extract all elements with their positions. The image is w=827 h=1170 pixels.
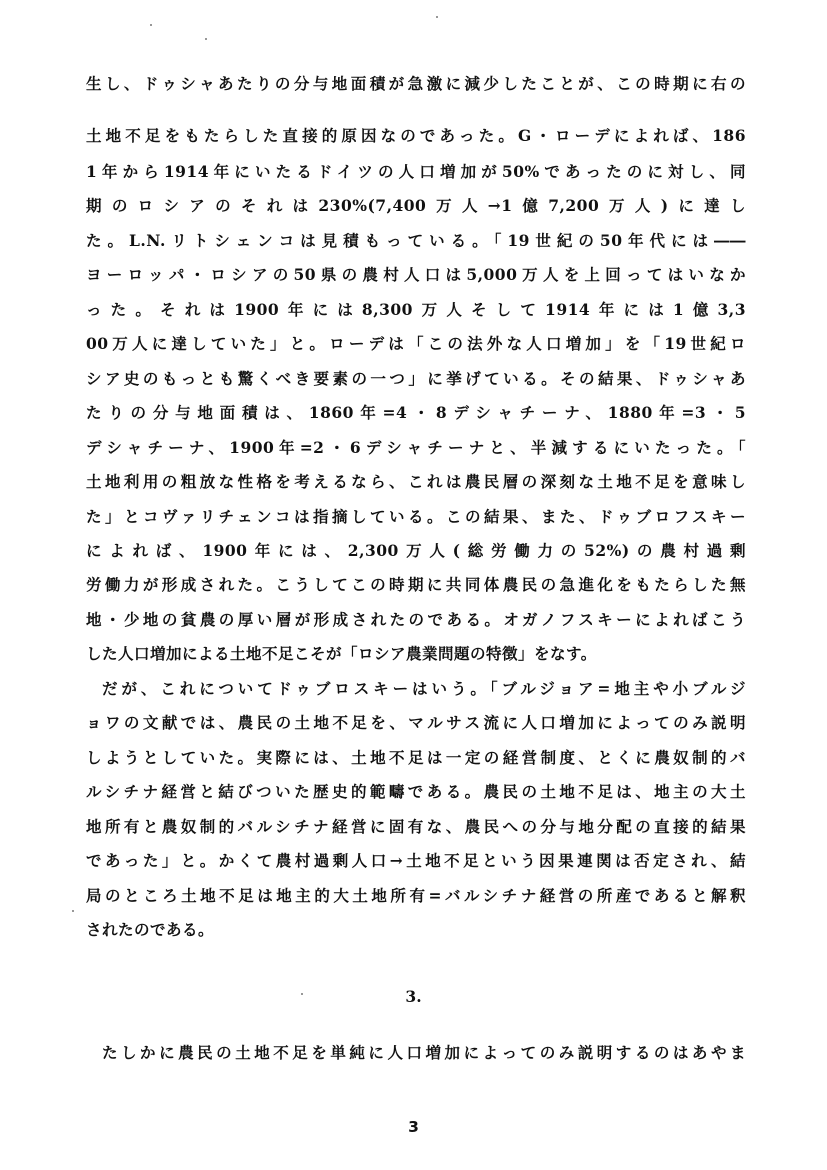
text-line: 労働力が形成された。こうしてこの時期に共同体農民の急進化をもたらした無 [86, 575, 746, 594]
text-line: 1年から1914年にいたるドイツの人口増加が50%であったのに対し、同 [86, 162, 746, 181]
text-line: 局のところ土地不足は地主的大土地所有=バルシチナ経営の所産であると解釈 [86, 886, 746, 905]
text-line: 生し、ドゥシャあたりの分与地面積が急激に減少したことが、この時期に右の [86, 74, 746, 93]
text-line: 土地不足をもたらした直接的原因なのであった。G・ローデによれば、186 [86, 126, 746, 145]
section-heading: 3. [405, 987, 422, 1006]
scan-speck [150, 24, 152, 26]
text-line: しようとしていた。実際には、土地不足は一定の経営制度、とくに農奴制的バ [86, 748, 746, 767]
text-line: 地・少地の貧農の厚い層が形成されたのである。オガノフスキーによればこう [86, 610, 746, 629]
text-line: であった」と。かくて農村過剰人口→土地不足という因果連関は否定され、結 [86, 851, 746, 870]
text-line: たしかに農民の土地不足を単純に人口増加によってのみ説明するのはあやま [102, 1043, 746, 1062]
text-line: 期のロシアのそれは230%(7,400万人→1億7,200万人)に達し [86, 196, 746, 215]
scan-speck [205, 38, 207, 40]
page-number: 3 [408, 1118, 419, 1136]
text-line: ルシチナ経営と結びついた歴史的範疇である。農民の土地不足は、地主の大土 [86, 782, 746, 801]
text-line: た。L.N.リトシェンコは見積もっている。「19世紀の50年代には―― [86, 231, 746, 250]
scan-speck [72, 910, 74, 912]
text-line: たりの分与地面積は、1860年=4・8デシャチーナ、1880年=3・5 [86, 403, 746, 422]
text-line: 土地利用の粗放な性格を考えるなら、これは農民層の深刻な土地不足を意味し [86, 472, 746, 491]
text-line: によれば、1900年には、2,300万人(総労働力の52%)の農村過剰 [86, 541, 746, 560]
text-line: されたのである。 [86, 920, 215, 939]
text-line: った。それは1900年には8,300万人そして1914年には1億3,3 [86, 300, 746, 319]
text-line: だが、これについてドゥブロスキーはいう。「ブルジョア=地主や小ブルジ [102, 679, 746, 698]
text-line: デシャチーナ、1900年=2・6デシャチーナと、半減するにいたった。「 [86, 438, 746, 457]
text-line: ヨーロッパ・ロシアの50県の農村人口は5,000万人を上回ってはいなか [86, 265, 746, 284]
scan-speck [436, 16, 438, 18]
text-line: 00万人に達していた」と。ローデは「この法外な人口増加」を「19世紀ロ [86, 334, 746, 353]
text-line: 地所有と農奴制的バルシチナ経営に固有な、農民への分与地分配の直接的結果 [86, 817, 746, 836]
text-line: ョワの文献では、農民の土地不足を、マルサス流に人口増加によってのみ説明 [86, 713, 746, 732]
text-line: た」とコヴァリチェンコは指摘している。この結果、また、ドゥブロフスキー [86, 507, 746, 526]
text-line: した人口増加による土地不足こそが「ロシア農業問題の特徴」をなす。 [86, 644, 597, 663]
text-line: シア史のもっとも驚くべき要素の一つ」に挙げている。その結果、ドゥシャあ [86, 369, 746, 388]
